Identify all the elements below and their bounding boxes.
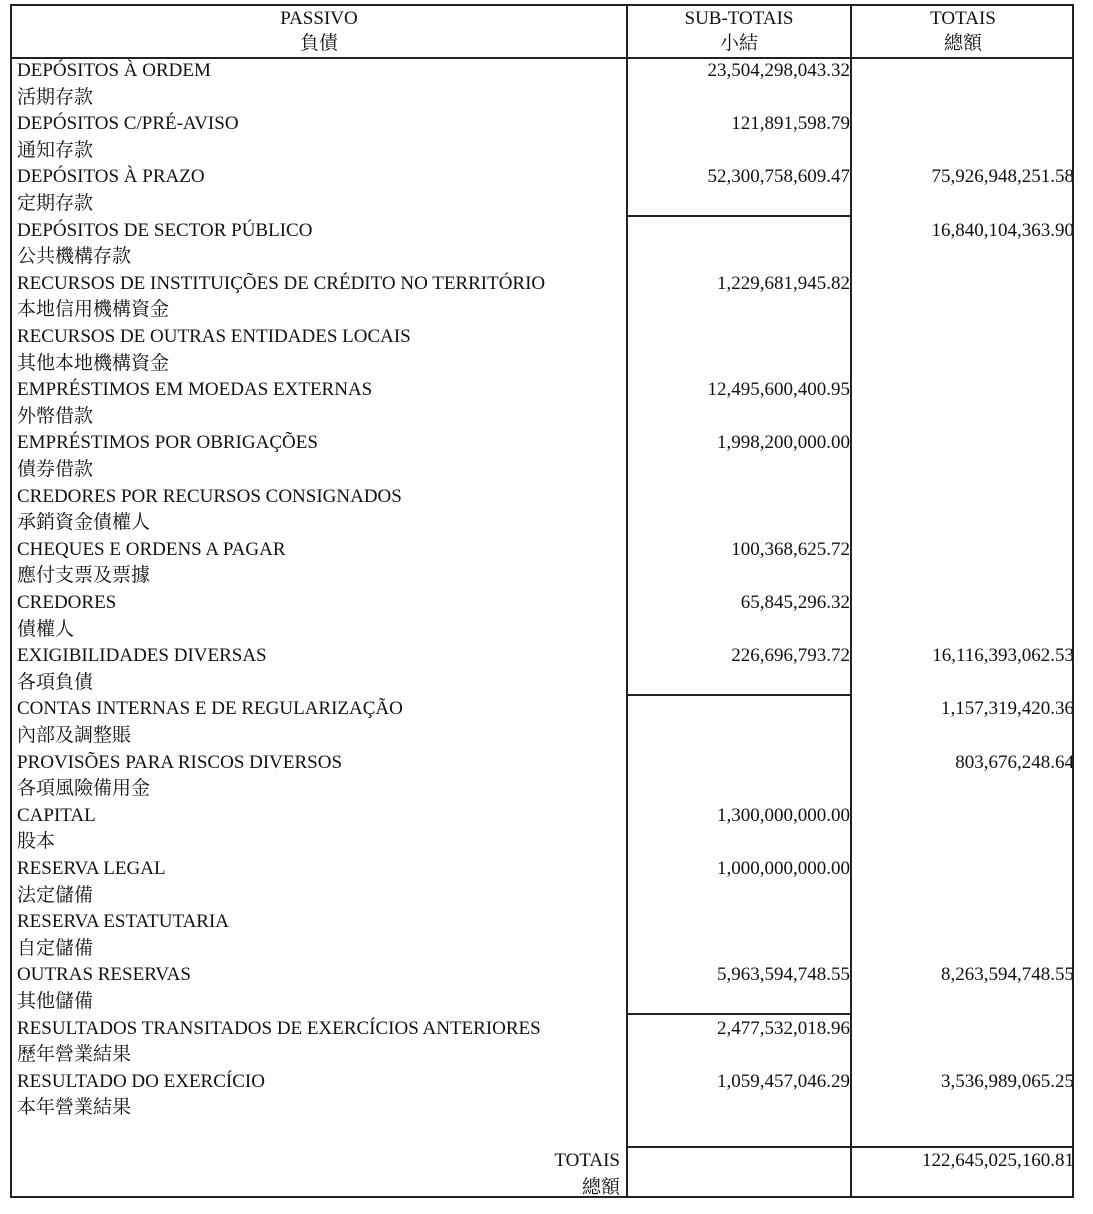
table-row <box>12 484 1074 537</box>
row-subtotal: 1,229,681,945.82 <box>717 272 850 294</box>
row-label-zh: 通知存款 <box>17 139 94 161</box>
row-label <box>17 696 403 749</box>
row-label <box>17 750 342 803</box>
row-subtotal: 12,495,600,400.95 <box>707 379 850 401</box>
header-label-zh: 小結 <box>719 33 758 54</box>
row-label <box>17 643 267 696</box>
row-label-pt: EXIGIBILIDADES DIVERSAS <box>17 645 267 667</box>
row-label-pt: EMPRÉSTIMOS POR OBRIGAÇÕES <box>17 432 318 454</box>
row-subtotal: 52,300,758,609.47 <box>707 166 850 188</box>
row-label <box>17 164 205 217</box>
row-subtotal: 1,059,457,046.29 <box>717 1070 850 1092</box>
row-total: 803,676,248.64 <box>955 751 1074 773</box>
row-label <box>17 962 191 1015</box>
row-label <box>17 430 318 483</box>
table-row <box>12 750 1074 803</box>
row-label-pt: CONTAS INTERNAS E DE REGULARIZAÇÃO <box>17 698 403 720</box>
table-row <box>12 590 1074 643</box>
row-label <box>17 271 545 324</box>
header-label-zh: 總額 <box>943 33 982 54</box>
row-label <box>17 1069 265 1122</box>
header-label-zh: 負債 <box>299 33 338 54</box>
row-label-zh: 活期存款 <box>17 86 94 108</box>
row-label-pt: OUTRAS RESERVAS <box>17 964 191 986</box>
table-row <box>12 58 1074 111</box>
row-label-zh: 債券借款 <box>17 458 94 480</box>
row-label-zh: 各項負債 <box>17 671 94 693</box>
row-label-pt: DEPÓSITOS À PRAZO <box>17 166 205 188</box>
table-row <box>12 537 1074 590</box>
row-label <box>17 484 402 537</box>
table-row <box>12 1016 1074 1069</box>
row-total: 1,157,319,420.36 <box>941 698 1074 720</box>
totals-row <box>12 1148 1074 1201</box>
row-label <box>17 218 312 271</box>
row-label-zh: 公共機構存款 <box>17 246 132 268</box>
row-label-pt: DEPÓSITOS C/PRÉ-AVISO <box>17 113 239 135</box>
row-label <box>17 590 116 643</box>
row-label-zh: 本地信用機構資金 <box>17 299 170 321</box>
row-label-zh: 法定儲備 <box>17 884 94 906</box>
row-subtotal: 1,000,000,000.00 <box>717 858 850 879</box>
row-label <box>17 377 372 430</box>
row-subtotal: 121,891,598.79 <box>731 113 850 135</box>
row-label <box>17 856 166 909</box>
row-label <box>17 803 96 856</box>
header-label: TOTAIS <box>930 8 996 29</box>
row-label <box>17 58 211 111</box>
row-total: 3,536,989,065.25 <box>941 1070 1074 1092</box>
row-label-zh: 其他儲備 <box>17 990 94 1012</box>
table-row <box>12 962 1074 1015</box>
row-label-pt: RECURSOS DE INSTITUIÇÕES DE CRÉDITO NO TERRITÓRIO <box>17 272 546 294</box>
row-subtotal: 5,963,594,748.55 <box>717 964 850 986</box>
row-label-pt: RECURSOS DE OUTRAS ENTIDADES LOCAIS <box>17 326 411 347</box>
row-label-pt: EMPRÉSTIMOS EM MOEDAS EXTERNAS <box>17 379 373 401</box>
table-row <box>12 218 1074 271</box>
row-label-pt: CREDORES POR RECURSOS CONSIGNADOS <box>17 485 402 507</box>
table-row <box>12 271 1074 324</box>
row-total: 75,926,948,251.58 <box>931 166 1074 188</box>
row-total: 8,263,594,748.55 <box>941 964 1074 986</box>
table-row <box>12 856 1074 909</box>
row-label-pt: RESERVA ESTATUTARIA <box>17 911 230 933</box>
row-subtotal: 1,300,000,000.00 <box>717 804 850 826</box>
row-label-pt: CAPITAL <box>17 804 96 826</box>
row-subtotal: 1,998,200,000.00 <box>717 432 850 454</box>
table-row <box>12 909 1074 962</box>
table-row <box>12 430 1074 483</box>
row-label-zh: 各項風險備用金 <box>17 778 151 800</box>
row-label-zh: 承銷資金債權人 <box>17 512 151 534</box>
header-subtotais <box>628 6 850 56</box>
table-row <box>12 803 1074 856</box>
table-row <box>12 164 1074 217</box>
row-subtotal: 226,696,793.72 <box>731 645 850 667</box>
row-label <box>17 111 239 164</box>
table-row <box>12 643 1074 696</box>
row-subtotal: 65,845,296.32 <box>740 592 850 613</box>
row-label <box>17 324 411 377</box>
row-label-pt: CHEQUES E ORDENS A PAGAR <box>17 538 286 560</box>
row-label-pt: RESULTADOS TRANSITADOS DE EXERCÍCIOS ANTERIORES <box>17 1017 541 1039</box>
header-passivo <box>12 6 626 56</box>
grand-total: 122,645,025,160.81 <box>922 1150 1074 1171</box>
row-label-zh: 債權人 <box>17 618 75 640</box>
row-total: 16,116,393,062.53 <box>932 645 1074 667</box>
row-label <box>17 537 286 590</box>
row-label-zh: 應付支票及票據 <box>17 565 151 587</box>
row-label-pt: RESULTADO DO EXERCÍCIO <box>17 1070 265 1092</box>
row-label-pt: DEPÓSITOS À ORDEM <box>17 60 211 81</box>
header-label: SUB-TOTAIS <box>684 8 794 29</box>
table-row <box>12 377 1074 430</box>
row-label-zh: 定期存款 <box>17 192 94 214</box>
row-label <box>17 909 229 962</box>
row-label-zh: 本年營業結果 <box>17 1097 132 1119</box>
row-label-zh: 其他本地機構資金 <box>17 352 170 374</box>
header-label: PASSIVO <box>280 8 358 29</box>
table-row <box>12 696 1074 749</box>
table-row <box>12 111 1074 164</box>
header-totais <box>852 6 1074 56</box>
row-subtotal: 100,368,625.72 <box>731 538 850 560</box>
row-label-zh: 股本 <box>17 831 56 853</box>
row-label-zh: 自定儲備 <box>17 937 94 959</box>
row-label-pt: CREDORES <box>17 592 117 613</box>
totals-label <box>12 1148 620 1201</box>
row-label-pt: DEPÓSITOS DE SECTOR PÚBLICO <box>17 219 313 241</box>
totals-label-pt: TOTAIS <box>554 1150 620 1171</box>
row-label <box>17 1016 541 1069</box>
row-subtotal: 2,477,532,018.96 <box>717 1017 850 1039</box>
row-label-pt: PROVISÕES PARA RISCOS DIVERSOS <box>17 751 343 773</box>
row-total: 16,840,104,363.90 <box>931 219 1074 241</box>
table-row <box>12 1069 1074 1122</box>
row-label-pt: RESERVA LEGAL <box>17 858 166 879</box>
row-label-zh: 內部及調整賬 <box>17 724 132 746</box>
totals-label-zh: 總額 <box>581 1176 620 1198</box>
row-label-zh: 外幣借款 <box>17 405 94 427</box>
row-label-zh: 歷年營業結果 <box>17 1044 132 1066</box>
table-row <box>12 324 1074 377</box>
row-subtotal: 23,504,298,043.32 <box>707 60 850 81</box>
